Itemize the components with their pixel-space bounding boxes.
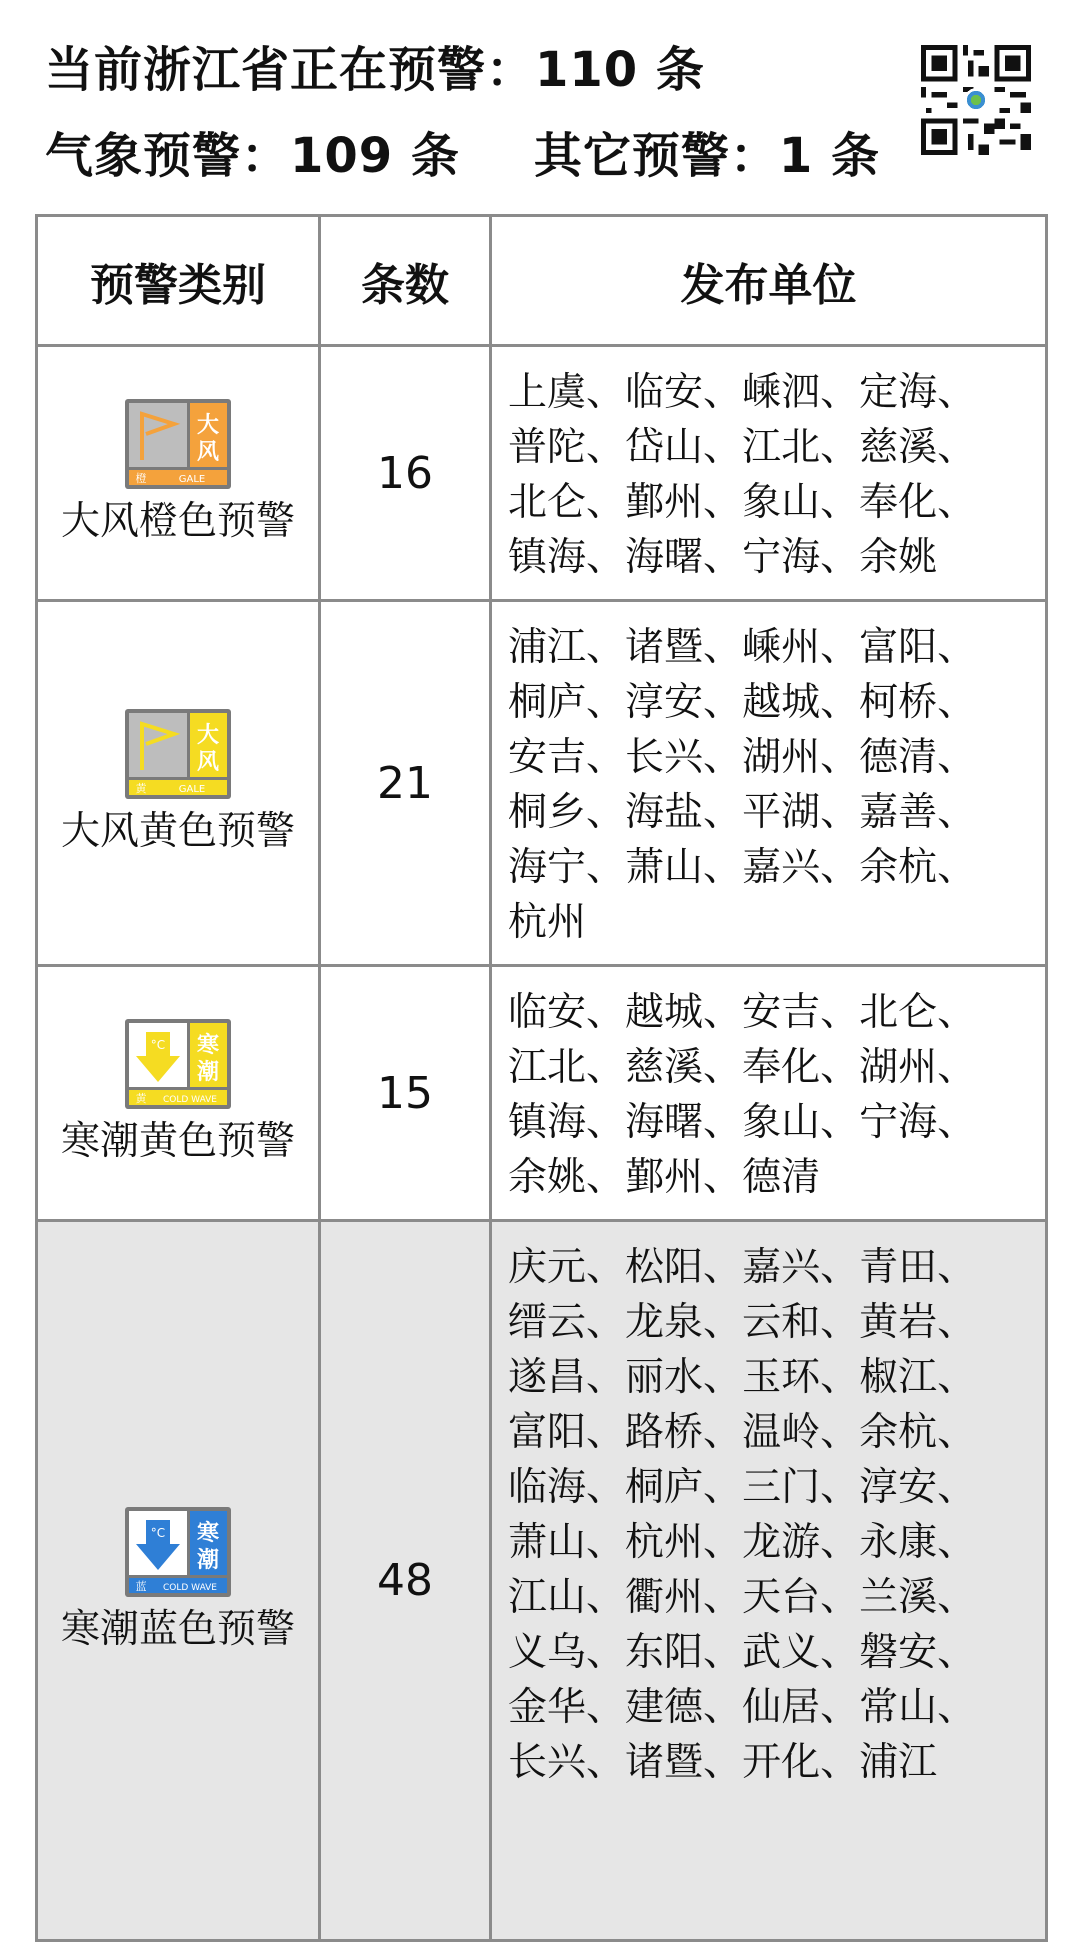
issuer-unit: 杭州 <box>508 900 587 945</box>
issuer-unit: 平湖 <box>742 790 821 835</box>
issuer-unit: 黄岩 <box>859 1300 938 1345</box>
issuer-unit: 慈溪 <box>859 425 938 470</box>
issuer-unit: 萧山 <box>508 1520 587 1565</box>
header-count: 条数 <box>320 216 491 346</box>
other-warnings: 其它预警：1 条 <box>533 128 881 184</box>
summary-header <box>45 38 880 188</box>
issuer-unit: 遂昌 <box>508 1355 587 1400</box>
issuer-unit: 定海 <box>859 370 938 415</box>
issuer-unit: 诸暨 <box>625 625 704 670</box>
svg-text:黄: 黄 <box>135 1092 147 1105</box>
category-name: 大风黄色预警 <box>60 809 295 854</box>
svg-text:COLD WAVE: COLD WAVE <box>162 1582 218 1593</box>
issuer-unit: 桐乡 <box>508 790 587 835</box>
svg-text:GALE: GALE <box>178 474 206 485</box>
count-cell: 21 <box>320 601 491 966</box>
issuer-unit: 庆元 <box>508 1245 587 1290</box>
issuer-unit: 富阳 <box>508 1410 587 1455</box>
table-header-row <box>37 216 1047 346</box>
count-cell: 15 <box>320 966 491 1221</box>
issuer-unit: 嘉善 <box>859 790 938 835</box>
issuer-unit: 常山 <box>859 1685 938 1730</box>
issuer-unit: 余姚 <box>859 535 938 580</box>
svg-text:大: 大 <box>196 723 220 748</box>
issuer-unit: 余杭 <box>859 845 938 890</box>
issuer-unit: 嵊州 <box>742 625 821 670</box>
issuer-unit: 象山 <box>742 1100 821 1145</box>
svg-text:风: 风 <box>196 440 220 465</box>
category-cell <box>37 966 320 1221</box>
issuer-unit: 东阳 <box>625 1630 704 1675</box>
table-row <box>37 966 1047 1221</box>
svg-text:蓝: 蓝 <box>135 1579 147 1593</box>
issuers-cell: 临安、越城、安吉、北仑、江北、慈溪、奉化、湖州、镇海、海曙、象山、宁海、余姚、鄞州、德清 <box>491 966 1047 1221</box>
issuer-unit: 缙云 <box>508 1300 587 1345</box>
issuers-cell: 庆元、松阳、嘉兴、青田、缙云、龙泉、云和、黄岩、遂昌、丽水、玉环、椒江、富阳、路桥、温岭、余杭、临海、桐庐、三门、淳安、萧山、杭州、龙游、永康、江山、衢州、天台、兰溪、义乌、东阳、武义、磐安、金华、建德、仙居、常山、长兴、诸暨、开化、浦江 <box>491 1221 1047 1941</box>
category-name: 寒潮蓝色预警 <box>60 1606 295 1652</box>
gale-orange-icon <box>124 398 232 490</box>
issuer-unit: 兰溪 <box>859 1575 938 1620</box>
issuer-unit: 磐安 <box>859 1630 938 1675</box>
issuer-unit: 德清 <box>742 1155 821 1200</box>
issuer-unit: 余杭 <box>859 1410 938 1455</box>
issuer-unit: 仙居 <box>742 1685 821 1730</box>
category-cell <box>37 601 320 966</box>
table-row <box>37 346 1047 601</box>
cold-wave-yellow-icon <box>124 1018 232 1110</box>
issuer-unit: 天台 <box>742 1575 821 1620</box>
svg-text:潮: 潮 <box>196 1060 220 1085</box>
issuer-unit: 湖州 <box>859 1045 938 1090</box>
issuers-cell: 浦江、诸暨、嵊州、富阳、桐庐、淳安、越城、柯桥、安吉、长兴、湖州、德清、桐乡、海盐、平湖、嘉善、海宁、萧山、嘉兴、余杭、杭州 <box>491 601 1047 966</box>
issuer-unit: 三门 <box>742 1465 821 1510</box>
category-name: 寒潮黄色预警 <box>60 1119 295 1164</box>
issuer-unit: 桐庐 <box>508 680 587 725</box>
issuer-unit: 衢州 <box>625 1575 704 1620</box>
svg-text:COLD WAVE: COLD WAVE <box>162 1095 218 1105</box>
total-warnings: 当前浙江省正在预警：110 条 <box>45 42 705 98</box>
issuer-unit: 江北 <box>508 1045 587 1090</box>
issuer-unit: 金华 <box>508 1685 587 1730</box>
svg-text:°C: °C <box>150 1525 166 1540</box>
qr-code-icon <box>921 45 1031 155</box>
issuer-unit: 杭州 <box>625 1520 704 1565</box>
svg-text:黄: 黄 <box>135 782 147 795</box>
issuer-unit: 义乌 <box>508 1630 587 1675</box>
issuer-unit: 淳安 <box>625 680 704 725</box>
issuer-unit: 柯桥 <box>859 680 938 725</box>
issuer-unit: 永康 <box>859 1520 938 1565</box>
issuer-unit: 浦江 <box>859 1740 938 1785</box>
issuer-unit: 萧山 <box>625 845 704 890</box>
issuer-unit: 普陀 <box>508 425 587 470</box>
issuer-unit: 淳安 <box>859 1465 938 1510</box>
issuer-unit: 临安 <box>508 990 587 1035</box>
issuer-unit: 海曙 <box>625 535 704 580</box>
issuer-unit: 海曙 <box>625 1100 704 1145</box>
issuer-unit: 桐庐 <box>625 1465 704 1510</box>
issuer-unit: 宁海 <box>742 535 821 580</box>
issuer-unit: 镇海 <box>508 535 587 580</box>
svg-text:大: 大 <box>196 413 220 438</box>
svg-text:寒: 寒 <box>196 1520 220 1546</box>
issuer-unit: 安吉 <box>742 990 821 1035</box>
category-name: 大风橙色预警 <box>60 499 295 544</box>
issuer-unit: 奉化 <box>859 480 938 525</box>
issuer-unit: 开化 <box>742 1740 821 1785</box>
category-cell <box>37 346 320 601</box>
header-issuers: 发布单位 <box>491 216 1047 346</box>
issuer-unit: 余姚 <box>508 1155 587 1200</box>
issuer-unit: 湖州 <box>742 735 821 780</box>
issuer-unit: 长兴 <box>625 735 704 780</box>
issuer-unit: 上虞 <box>508 370 587 415</box>
issuer-unit: 松阳 <box>625 1245 704 1290</box>
issuer-unit: 路桥 <box>625 1410 704 1455</box>
gale-yellow-icon <box>124 708 232 800</box>
issuer-unit: 玉环 <box>742 1355 821 1400</box>
warning-table <box>35 214 1048 1942</box>
issuer-unit: 嘉兴 <box>742 1245 821 1290</box>
issuer-unit: 北仑 <box>859 990 938 1035</box>
cold-wave-blue-icon <box>124 1506 232 1598</box>
issuer-unit: 镇海 <box>508 1100 587 1145</box>
table-row <box>37 1221 1047 1941</box>
issuer-unit: 江北 <box>742 425 821 470</box>
issuer-unit: 温岭 <box>742 1410 821 1455</box>
issuer-unit: 武义 <box>742 1630 821 1675</box>
issuer-unit: 象山 <box>742 480 821 525</box>
count-cell: 16 <box>320 346 491 601</box>
issuer-unit: 越城 <box>625 990 704 1035</box>
issuer-unit: 诸暨 <box>625 1740 704 1785</box>
issuer-unit: 临海 <box>508 1465 587 1510</box>
issuer-unit: 青田 <box>859 1245 938 1290</box>
svg-text:°C: °C <box>150 1038 166 1052</box>
svg-text:潮: 潮 <box>196 1547 220 1573</box>
issuer-unit: 嘉兴 <box>742 845 821 890</box>
issuer-unit: 安吉 <box>508 735 587 780</box>
issuer-unit: 海盐 <box>625 790 704 835</box>
issuer-unit: 奉化 <box>742 1045 821 1090</box>
issuer-unit: 建德 <box>625 1685 704 1730</box>
meteorological-warnings: 气象预警：109 条 <box>45 128 460 184</box>
header-category: 预警类别 <box>37 216 320 346</box>
issuer-unit: 丽水 <box>625 1355 704 1400</box>
issuer-unit: 鄞州 <box>625 480 704 525</box>
count-cell: 48 <box>320 1221 491 1941</box>
issuers-cell: 上虞、临安、嵊泗、定海、普陀、岱山、江北、慈溪、北仑、鄞州、象山、奉化、镇海、海曙、宁海、余姚 <box>491 346 1047 601</box>
issuer-unit: 椒江 <box>859 1355 938 1400</box>
issuer-unit: 浦江 <box>508 625 587 670</box>
issuer-unit: 龙游 <box>742 1520 821 1565</box>
issuer-unit: 富阳 <box>859 625 938 670</box>
issuer-unit: 宁海 <box>859 1100 938 1145</box>
category-cell <box>37 1221 320 1941</box>
issuer-unit: 北仑 <box>508 480 587 525</box>
issuer-unit: 海宁 <box>508 845 587 890</box>
svg-text:GALE: GALE <box>178 784 206 795</box>
svg-text:寒: 寒 <box>196 1033 220 1058</box>
issuer-unit: 嵊泗 <box>742 370 821 415</box>
issuer-unit: 慈溪 <box>625 1045 704 1090</box>
issuer-unit: 越城 <box>742 680 821 725</box>
issuer-unit: 鄞州 <box>625 1155 704 1200</box>
issuer-unit: 临安 <box>625 370 704 415</box>
issuer-unit: 长兴 <box>508 1740 587 1785</box>
table-row <box>37 601 1047 966</box>
svg-text:风: 风 <box>196 750 220 775</box>
issuer-unit: 云和 <box>742 1300 821 1345</box>
issuer-unit: 德清 <box>859 735 938 780</box>
issuer-unit: 龙泉 <box>625 1300 704 1345</box>
issuer-unit: 江山 <box>508 1575 587 1620</box>
issuer-unit: 岱山 <box>625 425 704 470</box>
svg-text:橙: 橙 <box>135 472 147 485</box>
